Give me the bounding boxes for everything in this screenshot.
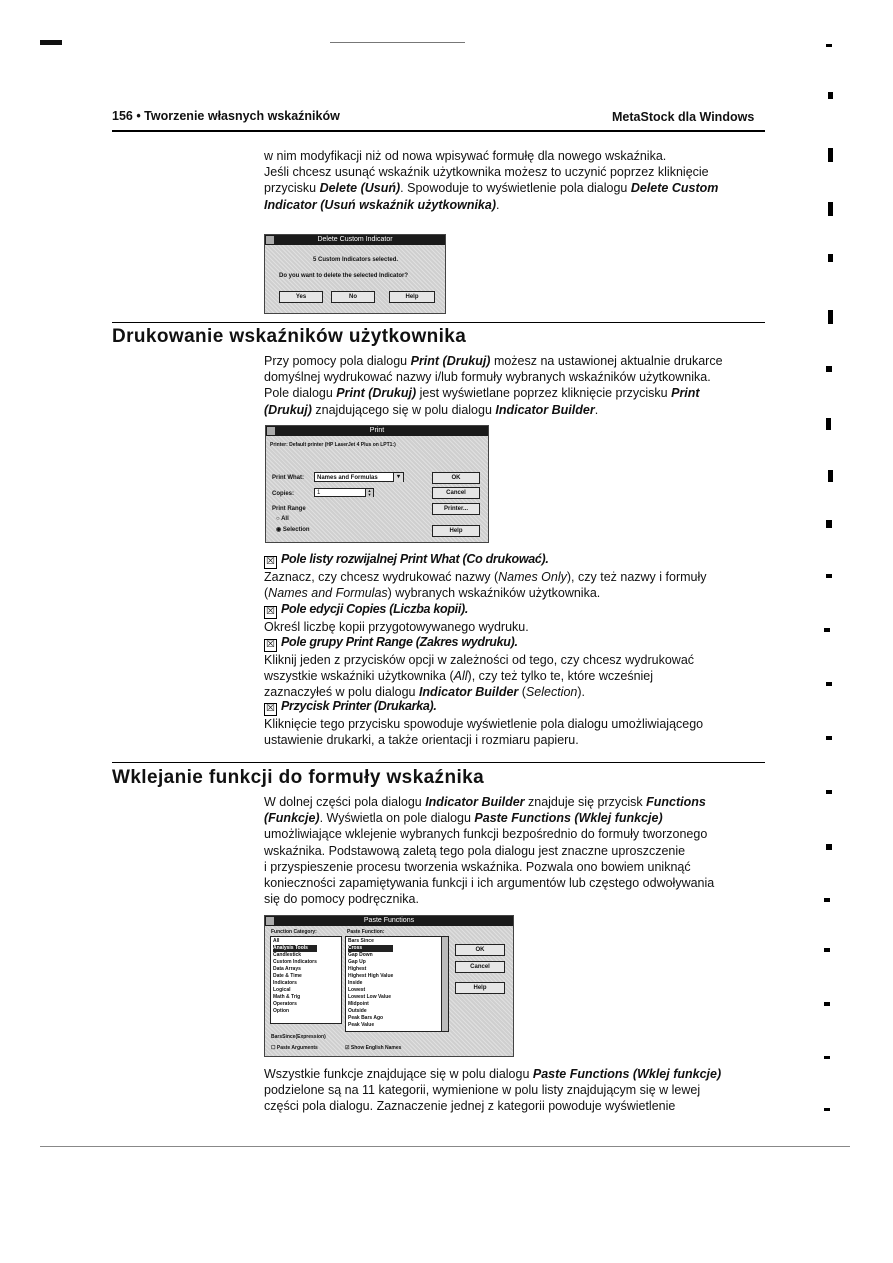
category-list[interactable] bbox=[270, 936, 342, 1024]
item-title: ☒ Pole grupy Print Range (Zakres wydruku). bbox=[264, 634, 774, 652]
help-button[interactable]: Help bbox=[389, 291, 435, 303]
closing-paragraph bbox=[264, 1066, 764, 1115]
checkbox-icon: ☒ bbox=[264, 703, 277, 716]
item-text: Zaznacz, czy chcesz wydrukować nazwy (Names Only), czy też nazwy i formuły bbox=[264, 570, 707, 584]
intro-line-3: przycisku Delete (Usuń). Spowoduje to wyświetlenie pola dialogu Delete Custom bbox=[264, 181, 719, 196]
printing-line-3: Pole dialogu Print (Drukuj) jest wyświetlane poprzez kliknięcie przycisku Print bbox=[264, 386, 700, 401]
intro-line-2: Jeśli chcesz usunąć wskaźnik użytkownika możesz to uczynić poprzez kliknięcie bbox=[264, 165, 709, 180]
item-print-what bbox=[264, 551, 774, 601]
intro-paragraph bbox=[264, 148, 764, 213]
help-button[interactable]: Help bbox=[455, 982, 505, 994]
margin-mark bbox=[828, 148, 833, 162]
copies-label: Copies: bbox=[272, 491, 295, 497]
printing-paragraph bbox=[264, 353, 764, 418]
margin-mark bbox=[824, 898, 830, 902]
item-text: Kliknij jeden z przycisków opcji w zależności od tego, czy chcesz wydrukować bbox=[264, 653, 695, 667]
item-text: Kliknięcie tego przycisku spowoduje wyświetlenie pola dialogu umożliwiającego bbox=[264, 717, 704, 731]
list-item[interactable]: Candlestick bbox=[273, 952, 302, 958]
radio-icon: ○ bbox=[276, 516, 280, 522]
margin-mark bbox=[826, 44, 832, 47]
list-item[interactable]: Operators bbox=[273, 1001, 297, 1007]
running-header-left: 156 • Tworzenie własnych wskaźników bbox=[112, 109, 340, 123]
item-text: Określ liczbę kopii przygotowywanego wydruku. bbox=[264, 620, 529, 634]
list-item[interactable]: Option bbox=[273, 1008, 290, 1014]
list-item[interactable]: Peak Value bbox=[348, 1022, 375, 1028]
checkbox-icon: ☒ bbox=[264, 606, 277, 619]
list-item[interactable]: Outside bbox=[348, 1008, 367, 1014]
list-item[interactable]: All bbox=[273, 938, 280, 944]
item-text: ustawienie drukarki, a także orientacji i rozmiaru papieru. bbox=[264, 733, 579, 748]
function-category-label: Function Category: bbox=[271, 929, 317, 935]
printer-name: Printer: Default printer (HP LaserJet 4 Plus on LPT1:) bbox=[270, 442, 396, 448]
running-header-right: MetaStock dla Windows bbox=[612, 110, 755, 124]
printer-button[interactable]: Printer... bbox=[432, 503, 480, 515]
margin-mark bbox=[826, 682, 832, 686]
ok-button[interactable]: OK bbox=[432, 472, 480, 484]
checkbox-icon: ☐ bbox=[271, 1045, 276, 1051]
item-text: (Names and Formulas) wybranych wskaźników użytkownika. bbox=[264, 586, 601, 601]
list-item[interactable]: Gap Down bbox=[348, 952, 373, 958]
list-item[interactable]: Highest bbox=[348, 966, 367, 972]
scrollbar[interactable] bbox=[441, 937, 448, 1031]
margin-mark bbox=[826, 418, 831, 430]
delete-custom-indicator-dialog bbox=[264, 234, 446, 314]
functions-line-4: wskaźnika. Podstawową zaletą tego pola dialogu jest znaczne uproszczenie bbox=[264, 843, 686, 858]
list-item[interactable]: Analysis Tools bbox=[273, 945, 317, 952]
dialog-menu-icon bbox=[266, 917, 274, 925]
item-title: ☒ Przycisk Printer (Drukarka). bbox=[264, 698, 774, 716]
cancel-button[interactable]: Cancel bbox=[455, 961, 505, 973]
functions-line-3: umożliwiające wklejenie wybranych funkcji bezpośrednio do formuły tworzonego bbox=[264, 827, 708, 842]
print-what-label: Print What: bbox=[272, 475, 304, 481]
list-item[interactable]: Date & Time bbox=[273, 973, 302, 979]
copies-input[interactable] bbox=[314, 488, 374, 497]
margin-mark bbox=[826, 366, 832, 372]
yes-button[interactable]: Yes bbox=[279, 291, 323, 303]
checkbox-icon: ☒ bbox=[264, 556, 277, 569]
item-text: zaznaczyłeś w polu dialogu Indicator Builder (Selection). bbox=[264, 685, 585, 700]
list-item[interactable]: Data Arrays bbox=[273, 966, 301, 972]
intro-line-4: Indicator (Usuń wskaźnik użytkownika). bbox=[264, 197, 500, 212]
functions-line-7: się do pomocy podręcznika. bbox=[264, 892, 419, 907]
list-item[interactable]: Midpoint bbox=[348, 1001, 369, 1007]
checkbox-icon: ☒ bbox=[264, 639, 277, 652]
chevron-down-icon: ▾ bbox=[393, 473, 403, 482]
printing-line-1: Przy pomocy pola dialogu Print (Drukuj) możesz na ustawionej aktualnie drukarce bbox=[264, 354, 723, 368]
margin-mark bbox=[828, 202, 833, 216]
margin-mark bbox=[824, 1056, 830, 1059]
list-item[interactable]: Peak Bars Ago bbox=[348, 1015, 384, 1021]
margin-mark bbox=[824, 628, 830, 632]
margin-mark bbox=[826, 844, 832, 850]
list-item[interactable]: Cross bbox=[348, 945, 393, 952]
list-item[interactable]: Logical bbox=[273, 987, 291, 993]
dialog-menu-icon bbox=[267, 427, 275, 435]
margin-mark bbox=[824, 1002, 830, 1006]
dialog-menu-icon bbox=[266, 236, 274, 244]
functions-line-1: W dolnej części pola dialogu Indicator Builder znajduje się przycisk Functions bbox=[264, 795, 706, 809]
printing-line-4: (Drukuj) znajdującego się w polu dialogu Indicator Builder. bbox=[264, 402, 599, 417]
section-heading-printing: Drukowanie wskaźników użytkownika bbox=[112, 326, 467, 347]
function-list[interactable] bbox=[345, 936, 449, 1032]
margin-mark bbox=[826, 574, 832, 578]
margin-mark bbox=[826, 520, 832, 528]
item-text: wszystkie wskaźniki użytkownika (All), czy też tylko te, które wcześniej bbox=[264, 669, 654, 684]
dialog-title: Print bbox=[266, 426, 488, 436]
help-button[interactable]: Help bbox=[432, 525, 480, 537]
ok-button[interactable]: OK bbox=[455, 944, 505, 956]
functions-line-5: i przyspieszenie procesu tworzenia wskaźnika. Pozwala ono bowiem uniknąć bbox=[264, 859, 691, 874]
delete-message-2: Do you want to delete the selected Indicator? bbox=[279, 273, 409, 279]
checkbox-checked-icon: ☑ bbox=[345, 1045, 350, 1051]
functions-line-2: (Funkcje). Wyświetla on pole dialogu Paste Functions (Wklej funkcje) bbox=[264, 811, 663, 826]
closing-line-3: części pola dialogu. Zaznaczenie jednej z kategorii powoduje wyświetlenie bbox=[264, 1099, 676, 1114]
syntax-label: BarsSince(Expression) bbox=[271, 1034, 326, 1040]
margin-mark bbox=[826, 790, 832, 794]
spin-arrows-icon: ▲ ▼ bbox=[365, 489, 373, 497]
item-title: ☒ Pole edycji Copies (Liczba kopii). bbox=[264, 601, 774, 619]
print-range-label: Print Range bbox=[272, 506, 306, 512]
dialog-title: Delete Custom Indicator bbox=[265, 235, 445, 245]
margin-mark bbox=[828, 92, 833, 99]
copies-value: 1 bbox=[317, 490, 321, 496]
no-button[interactable]: No bbox=[331, 291, 375, 303]
item-title: ☒ Pole listy rozwijalnej Print What (Co drukować). bbox=[264, 551, 774, 569]
scan-mark bbox=[40, 40, 62, 45]
functions-line-6: konieczności zapamiętywania funkcji i ich argumentów lub częstego odwoływania bbox=[264, 876, 715, 891]
list-item[interactable]: Custom Indicators bbox=[273, 959, 317, 965]
header-rule bbox=[112, 130, 765, 132]
closing-line-1: Wszystkie funkcje znajdujące się w polu dialogu Paste Functions (Wklej funkcje) bbox=[264, 1067, 722, 1081]
print-what-value: Names and Formulas bbox=[317, 475, 378, 481]
list-item[interactable]: Highest High Value bbox=[348, 973, 394, 979]
list-item[interactable]: Inside bbox=[348, 980, 363, 986]
delete-message-1: 5 Custom Indicators selected. bbox=[313, 257, 399, 263]
item-copies bbox=[264, 601, 774, 635]
printing-line-2: domyślnej wydrukować nazwy i/lub formuły wybranych wskaźników użytkownika. bbox=[264, 370, 711, 385]
show-english-names-checkbox[interactable]: ☑ Show English Names bbox=[345, 1045, 402, 1051]
print-dialog bbox=[265, 425, 489, 543]
functions-paragraph bbox=[264, 794, 764, 907]
list-item[interactable]: Lowest bbox=[348, 987, 366, 993]
category-items bbox=[273, 938, 317, 1015]
margin-mark bbox=[828, 310, 833, 324]
section-rule-1 bbox=[112, 322, 765, 323]
dialog-title: Paste Functions bbox=[265, 916, 513, 926]
section-heading-functions: Wklejanie funkcji do formuły wskaźnika bbox=[112, 767, 485, 788]
margin-mark bbox=[824, 1108, 830, 1111]
list-item[interactable]: Math & Trig bbox=[273, 994, 301, 1000]
cancel-button[interactable]: Cancel bbox=[432, 487, 480, 499]
scan-line bbox=[40, 1146, 850, 1147]
list-item[interactable]: Lowest Low Value bbox=[348, 994, 392, 1000]
option-selection[interactable]: ◉ Selection bbox=[276, 527, 310, 533]
margin-mark bbox=[828, 470, 833, 482]
margin-mark bbox=[824, 948, 830, 952]
item-printer bbox=[264, 698, 774, 748]
paste-function-label: Paste Function: bbox=[347, 929, 385, 935]
closing-line-2: podzielone są na 11 kategorii, wymienione w polu listy znajdującym się w lewej bbox=[264, 1083, 701, 1098]
function-items bbox=[348, 938, 393, 1029]
option-all[interactable]: ○ All bbox=[276, 516, 289, 522]
intro-line-1: w nim modyfikacji niż od nowa wpisywać formułę dla nowego wskaźnika. bbox=[264, 149, 667, 163]
list-item[interactable]: Indicators bbox=[273, 980, 297, 986]
margin-mark bbox=[828, 254, 833, 262]
margin-mark bbox=[826, 736, 832, 740]
scan-line bbox=[330, 42, 465, 43]
list-item[interactable]: Bars Since bbox=[348, 938, 374, 944]
section-rule-2 bbox=[112, 762, 765, 763]
paste-functions-dialog bbox=[264, 915, 514, 1057]
item-print-range bbox=[264, 634, 774, 701]
paste-arguments-checkbox[interactable]: ☐ Paste Arguments bbox=[271, 1045, 318, 1051]
print-what-select[interactable] bbox=[314, 472, 404, 482]
radio-selected-icon: ◉ bbox=[276, 527, 282, 533]
list-item[interactable]: Gap Up bbox=[348, 959, 366, 965]
